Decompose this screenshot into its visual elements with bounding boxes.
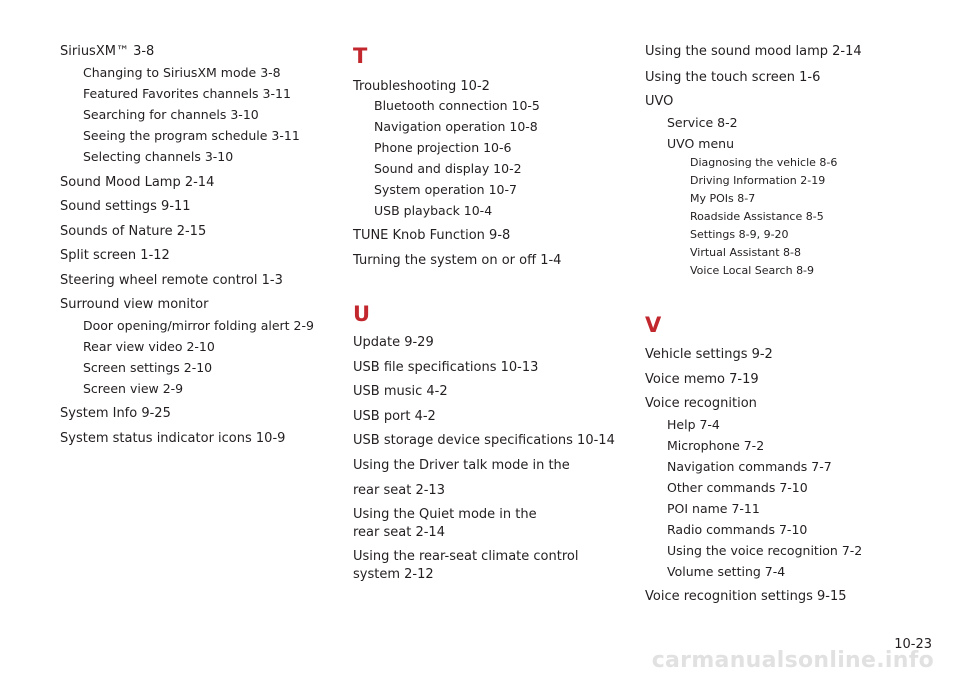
index-entry: Using the Driver talk mode in the (353, 458, 570, 473)
index-entry: Sound settings 9-11 (60, 199, 191, 214)
index-entry: rear seat 2-13 (353, 483, 445, 498)
index-subentry: Searching for channels 3-10 (83, 107, 259, 122)
index-entry: Sounds of Nature 2-15 (60, 224, 207, 239)
section-letter-u: U (353, 302, 371, 326)
index-subentry: Featured Favorites channels 3-11 (83, 86, 291, 101)
index-entry: Steering wheel remote control 1-3 (60, 273, 283, 288)
index-subentry: Other commands 7-10 (667, 480, 808, 495)
index-entry: Turning the system on or off 1-4 (353, 253, 562, 268)
index-subentry: Screen view 2-9 (83, 381, 184, 396)
index-subentry: Seeing the program schedule 3-11 (83, 128, 300, 143)
index-subentry: Radio commands 7-10 (667, 522, 808, 537)
index-entry: System status indicator icons 10-9 (60, 431, 286, 446)
index-entry: system 2-12 (353, 567, 434, 582)
index-subentry: POI name 7-11 (667, 501, 760, 516)
index-entry: Using the touch screen 1-6 (645, 70, 821, 85)
index-subsubentry: My POIs 8-7 (690, 192, 756, 205)
index-entry: UVO (645, 94, 674, 109)
index-subsubentry: Diagnosing the vehicle 8-6 (690, 156, 838, 169)
index-entry: USB storage device specifications 10-14 (353, 433, 615, 448)
index-subentry: Navigation operation 10-8 (374, 119, 538, 134)
index-entry: Using the sound mood lamp 2-14 (645, 44, 862, 59)
index-entry: TUNE Knob Function 9-8 (353, 228, 511, 243)
index-subsubentry: Virtual Assistant 8-8 (690, 246, 802, 259)
index-entry: Split screen 1-12 (60, 248, 170, 263)
section-letter-v: V (645, 313, 662, 337)
index-entry: USB file specifications 10-13 (353, 360, 539, 375)
index-subentry: Volume setting 7-4 (667, 564, 786, 579)
index-entry: Vehicle settings 9-2 (645, 347, 773, 362)
index-subentry: Rear view video 2-10 (83, 339, 215, 354)
index-entry: Troubleshooting 10-2 (353, 79, 490, 94)
index-entry: System Info 9-25 (60, 406, 171, 421)
index-subentry: Using the voice recognition 7-2 (667, 543, 863, 558)
section-letter-t: T (353, 44, 368, 68)
index-subsubentry: Voice Local Search 8-9 (690, 264, 815, 277)
index-subentry: Service 8-2 (667, 115, 738, 130)
index-subentry: Bluetooth connection 10-5 (374, 98, 540, 113)
index-entry: Sound Mood Lamp 2-14 (60, 175, 215, 190)
index-entry: Voice memo 7-19 (645, 372, 759, 387)
index-entry: rear seat 2-14 (353, 525, 445, 540)
index-subentry: System operation 10-7 (374, 182, 517, 197)
index-subentry: Help 7-4 (667, 417, 720, 432)
index-subsubentry: Roadside Assistance 8-5 (690, 210, 824, 223)
index-entry: Using the rear-seat climate control (353, 549, 579, 564)
index-entry: Surround view monitor (60, 297, 209, 312)
index-subentry: Phone projection 10-6 (374, 140, 512, 155)
index-subentry: Selecting channels 3-10 (83, 149, 234, 164)
index-subentry: USB playback 10-4 (374, 203, 493, 218)
watermark: carmanualsonline.info (651, 648, 934, 673)
index-entry: Update 9-29 (353, 335, 434, 350)
index-entry: Voice recognition settings 9-15 (645, 589, 847, 604)
index-subsubentry: Settings 8-9, 9-20 (690, 228, 789, 241)
index-subentry: Sound and display 10-2 (374, 161, 522, 176)
index-entry: Voice recognition (645, 396, 757, 411)
index-subentry: UVO menu (667, 136, 735, 151)
index-subentry: Microphone 7-2 (667, 438, 765, 453)
index-entry: SiriusXM™ 3-8 (60, 44, 155, 59)
index-subentry: Changing to SiriusXM mode 3-8 (83, 65, 281, 80)
index-subentry: Door opening/mirror folding alert 2-9 (83, 318, 314, 333)
index-entry: USB port 4-2 (353, 409, 436, 424)
index-entry: USB music 4-2 (353, 384, 448, 399)
index-subentry: Screen settings 2-10 (83, 360, 213, 375)
index-subsubentry: Driving Information 2-19 (690, 174, 826, 187)
index-subentry: Navigation commands 7-7 (667, 459, 832, 474)
page-number: 10-23 (894, 637, 932, 652)
index-entry: Using the Quiet mode in the (353, 507, 537, 522)
